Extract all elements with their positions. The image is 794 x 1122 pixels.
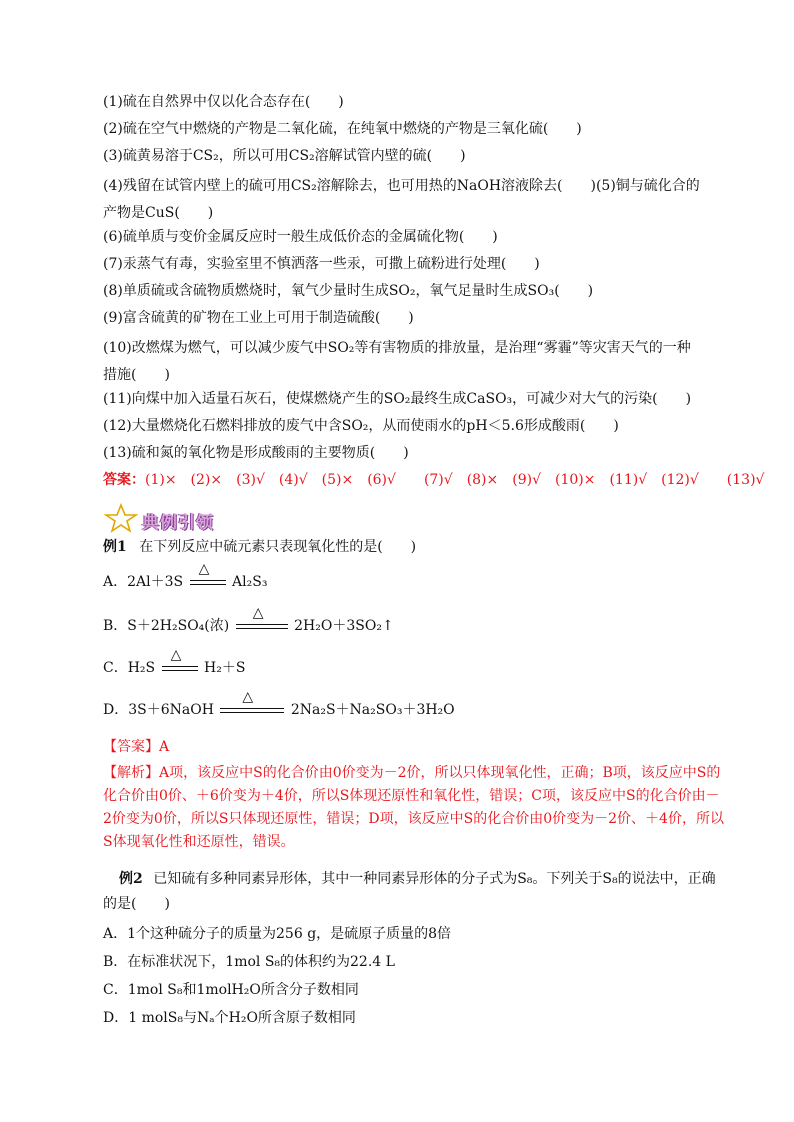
- option-d-products: 2Na₂S＋Na₂SO₃＋3H₂O: [290, 702, 455, 718]
- example2-label: 例2: [119, 871, 143, 887]
- analysis-text: A项，该反应中S的化合价由0价变为－2价，所以只体现氧化性，正确；B项，该反应中S的化合价由0价、＋6价变为＋4价，所以S体现还原性和氧化性，错误；C项，该反应中S的化合价由－2价变为0价，所以S只体现还原性，错误；D项，该反应中S的化合价由0价变为－2价、＋4价，所以S体现氧化性和还原性，错误。: [103, 765, 724, 850]
- example1-label: 例1: [103, 539, 127, 555]
- example1-analysis: [103, 762, 725, 854]
- option-b: [103, 605, 394, 636]
- item-13: (13)硫和氮的氧化物是形成酸雨的主要物质( ): [103, 445, 409, 461]
- heat-icon: △: [198, 561, 210, 577]
- option-b-label: B．: [103, 618, 128, 634]
- item-1: (1)硫在自然界中仅以化合态存在( ): [103, 94, 344, 110]
- answer-value: A: [159, 739, 170, 755]
- item-6: (6)硫单质与变价金属反应时一般生成低价态的金属硫化物( ): [103, 229, 498, 245]
- item-7: (7)汞蒸气有毒，实验室里不慎洒落一些汞，可撒上硫粉进行处理( ): [103, 256, 540, 272]
- example1-text: 在下列反应中硫元素只表现氧化性的是( ): [139, 539, 417, 555]
- option-d-label: D．: [103, 702, 129, 718]
- example1-question: [103, 537, 416, 557]
- star-icon: [104, 503, 138, 533]
- example1-answer: [103, 737, 169, 757]
- option-b-reactants: S＋2H₂SO₄(浓): [127, 618, 230, 634]
- example2-question: [103, 867, 725, 917]
- analysis-label: 【解析】: [103, 765, 159, 781]
- item-12: (12)大量燃烧化石燃料排放的废气中含SO₂，从而使雨水的pH＜5.6形成酸雨( ): [103, 418, 619, 434]
- option-c-reactants: H₂S: [127, 660, 156, 676]
- heat-equals-sign: [220, 689, 284, 720]
- heat-equals-sign: [162, 647, 198, 678]
- example2-option-c: C．1mol S₈和1molH₂O所含分子数相同: [103, 982, 359, 998]
- example2-option-d: D．1 molS₈与Nₐ个H₂O所含原子数相同: [103, 1010, 356, 1026]
- item-9: (9)富含硫黄的矿物在工业上可用于制造硫酸( ): [103, 310, 414, 326]
- banner-title: 典例引领: [142, 513, 214, 533]
- heat-equals-sign: [190, 561, 226, 592]
- example2-option-a: A．1个这种硫分子的质量为256 g，是硫原子质量的8倍: [103, 926, 452, 942]
- heat-icon: △: [252, 605, 264, 621]
- option-a-products: Al₂S₃: [232, 574, 268, 590]
- answers-line: [103, 470, 764, 490]
- heat-equals-sign: [236, 605, 288, 636]
- item-4-5: (4)残留在试管内壁上的硫可用CS₂溶解除去，也可用热的NaOH溶液除去( )(5)铜与硫化合的产物是CuS( ): [103, 178, 700, 221]
- answers-values: (1)× (2)× (3)√ (4)√ (5)× (6)√ (7)√ (8)× (9)√ (10)× (11)√ (12)√ (13)√: [145, 472, 765, 488]
- option-d-reactants: 3S＋6NaOH: [128, 702, 214, 718]
- item-8: (8)单质硫或含硫物质燃烧时，氧气少量时生成SO₂，氧气足量时生成SO₃( ): [103, 283, 594, 299]
- option-c-products: H₂＋S: [204, 660, 246, 676]
- option-a-label: A．: [103, 574, 128, 590]
- option-d: [103, 689, 455, 720]
- answer-label: 【答案】: [103, 739, 159, 755]
- answers-label: 答案：: [103, 472, 145, 488]
- item-2: (2)硫在空气中燃烧的产物是二氧化硫，在纯氧中燃烧的产物是三氧化硫( ): [103, 121, 582, 137]
- option-c: [103, 647, 246, 678]
- item-10: (10)改燃煤为燃气，可以减少废气中SO₂等有害物质的排放量，是治理“雾霾”等灾害天气的一种措施( ): [103, 340, 691, 383]
- heat-icon: △: [242, 689, 254, 705]
- option-a: [103, 561, 268, 592]
- heat-icon: △: [170, 647, 182, 663]
- option-a-reactants: 2Al＋3S: [127, 574, 184, 590]
- option-b-products: 2H₂O＋3SO₂↑: [294, 618, 394, 634]
- item-3: (3)硫黄易溶于CS₂，所以可用CS₂溶解试管内壁的硫( ): [103, 148, 466, 164]
- item-11: (11)向煤中加入适量石灰石，使煤燃烧产生的SO₂最终生成CaSO₃，可减少对大气的污染( ): [103, 391, 692, 407]
- option-c-label: C．: [103, 660, 128, 676]
- section-banner: [104, 503, 244, 533]
- example2-option-b: B．在标准状况下，1mol S₈的体积约为22.4 L: [103, 954, 395, 970]
- example2-text: 已知硫有多种同素异形体，其中一种同素异形体的分子式为S₈。下列关于S₈的说法中，正确的是( ): [103, 871, 716, 912]
